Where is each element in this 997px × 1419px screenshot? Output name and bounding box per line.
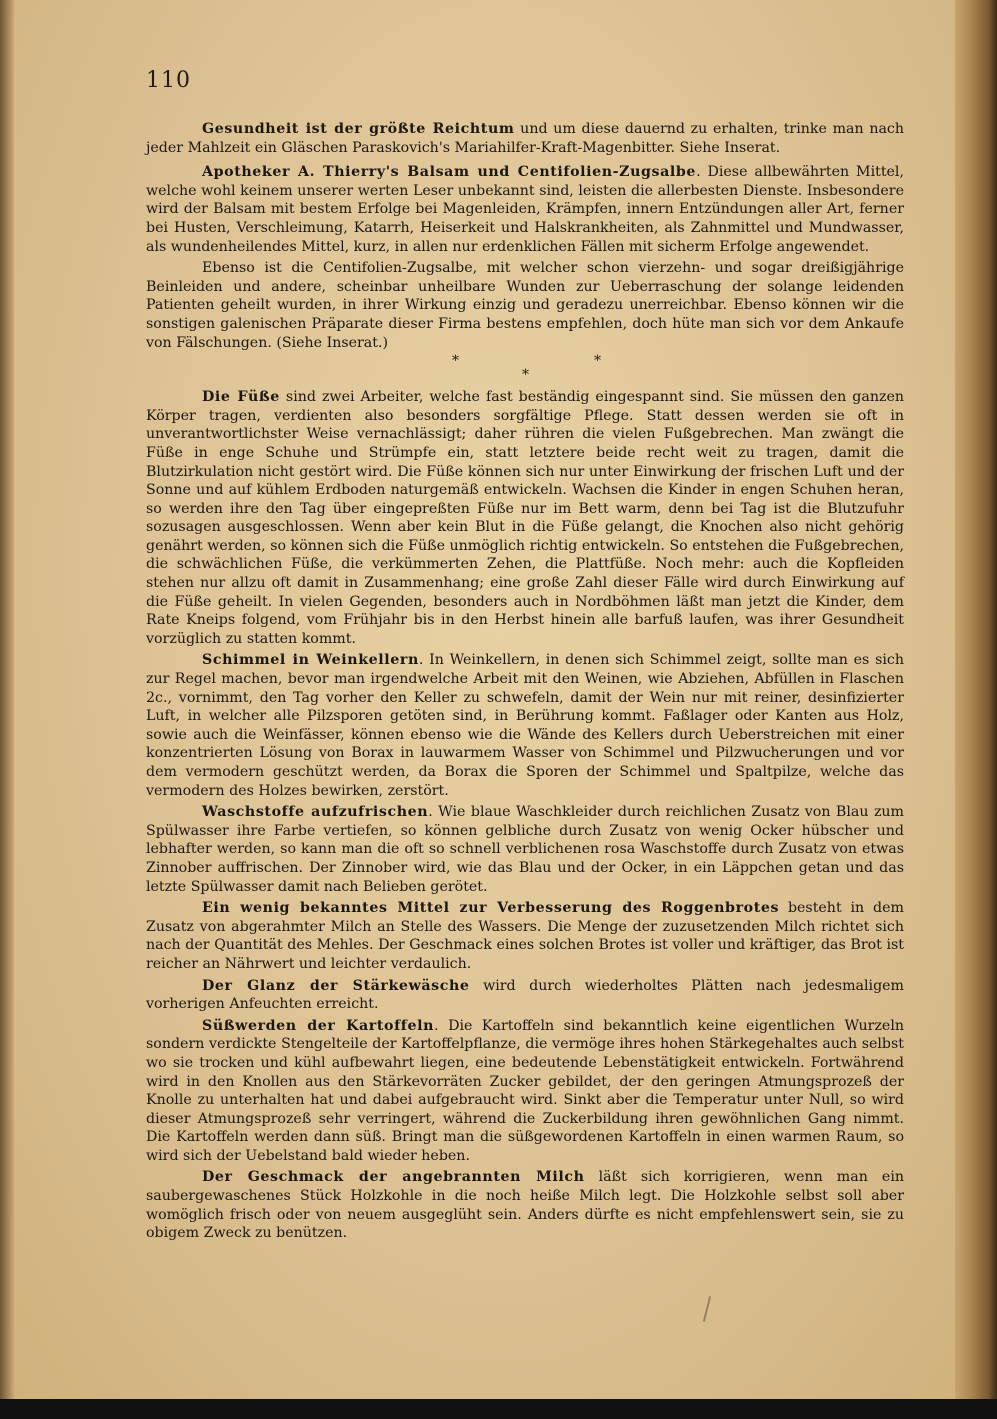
paragraph-centifolien (146, 259, 904, 352)
paragraph-text: wird durch wiederholtes Plätten nach jedesmaligem vorherigen Anfeuchten erreicht. (146, 977, 904, 1013)
paragraph-milch (146, 1168, 904, 1242)
separator-star: * (452, 353, 459, 370)
paragraph-heading: Apotheker A. Thierry's Balsam und Centifolien-Zugsalbe (202, 164, 697, 181)
paragraph-text: läßt sich korrigieren, wenn man ein saubergewaschenes Stück Holzkohle in die noch heiße Milch legt. Die Holzkohle selbst soll aber womöglich frisch oder von neuem ausgeglüht sein. Anders dürfte es nicht empfehlenswert sein, sie zu obigem Zweck zu benützen. (146, 1169, 904, 1242)
paragraph-text: . In Weinkellern, in denen sich Schimmel zeigt, sollte man es sich zur Regel machen, bevor man irgendwelche Arbeit mit den Weinen, wie Abziehen, Abfüllen in Flaschen 2c., vornimmt, den Tag vorher den Keller zu schwefeln, damit der Wein nur mit reiner, desinfizierter Luft, in welcher alle Pilzsporen getöten sind, in Berührung kommt. Faßlager oder Kanten aus Holz, sowie auch die Weinfässer, können ebenso wie die Wände des Kellers durch Ueberstreichen mit einer konzentrierten Lösung von Borax in lauwarmem Wasser von Schimmel und Pilzwucherungen und vor dem vermodern geschützt werden, da Borax die Sporen der Schimmel und Spaltpilze, welche das vermodern des Holzes bewirken, zerstört. (146, 652, 904, 799)
paragraph-heading: Gesundheit ist der größte Reichtum (202, 121, 515, 137)
paragraph-heading: Süßwerden der Kartoffeln (202, 1017, 435, 1034)
page-number: 110 (146, 68, 191, 93)
paragraph-fuesse (146, 388, 904, 648)
section-separator (146, 352, 904, 388)
separator-star: * (594, 353, 601, 370)
scan-bottom-border (0, 1399, 997, 1419)
paragraph-kartoffeln (146, 1017, 904, 1166)
paragraph-text: und um diese dauernd zu erhalten, trinke man nach jeder Mahlzeit ein Gläschen Paraskovich's Mariahilfer-Kraft-Magenbitter. Siehe Inserat. (146, 121, 905, 156)
paragraph-text: Ebenso ist die Centifolien-Zugsalbe, mit welcher schon vierzehn- und sogar dreißigjährige Beinleiden und andere, scheinbar unheilbare Wunden zur Ueberraschung der solange leidenden Patienten geheilt wurden, in ihrer Wirkung einzig und geradezu unerreichbar. Ebenso können wir die sonstigen galenischen Präparate dieser Firma bestens empfehlen, doch hüte man sich vor dem Ankaufe von Fälschungen. (Siehe Inserat.) (146, 260, 904, 351)
paragraph-thierry-balsam (146, 163, 904, 256)
page-binding-edge (0, 0, 14, 1400)
separator-star: * (522, 367, 529, 384)
article-body (146, 120, 904, 1243)
paragraph-heading: Der Glanz der Stärkewäsche (202, 977, 470, 994)
paragraph-roggenbrot (146, 899, 904, 973)
paragraph-heading: Ein wenig bekanntes Mittel zur Verbesserung des Roggenbrotes (202, 900, 780, 917)
page-right-edge (955, 0, 997, 1400)
paragraph-text: . Diese allbewährten Mittel, welche wohl keinem unserer werten Leser unbekannt sind, leisten die allerbesten Dienste. Insbesondere wird der Balsam mit bestem Erfolge bei Magenleiden, Krämpfen, innern Entzündungen aller Art, ferner bei Husten, Verschleimung, Katarrh, Heiserkeit und Halskrankheiten, als Zahnmittel und Mundwasser, als wundenheilendes Mittel, kurz, in allen nur erdenklichen Fällen mit sicherm Erfolge angewendet. (146, 164, 904, 255)
paragraph-staerkewaesche (146, 977, 904, 1014)
paragraph-heading: Die Füße (202, 389, 280, 406)
paragraph-schimmel (146, 651, 904, 800)
paragraph-text: besteht in dem Zusatz von abgerahmter Milch an Stelle des Wassers. Die Menge der zuzusetzenden Milch richtet sich nach der Quantität des Mehles. Der Geschmack eines solchen Brotes ist voller und kräftiger, das Brot ist reicher an Nährwert und leichter verdaulich. (146, 900, 904, 972)
paragraph-text: . Die Kartoffeln sind bekanntlich keine eigentlichen Wurzeln sondern verdickte Stengelteile der Kartoffelpflanze, die vermöge ihres hohen Stärkegehaltes auch selbst wo sie trocken und kühl aufbewahrt liegen, eine bedeutende Lebenstätigkeit entwickeln. Fortwährend wird in den Knollen aus den Stärkevorräten Zucker gebildet, der den geringen Atmungsprozeß der Knolle zu unterhalten hat und dabei aufgebraucht wird. Sinkt aber die Temperatur unter Null, so wird dieser Atmungsprozeß sehr verringert, während die Zuckerbildung ihren gewöhnlichen Gang nimmt. Die Kartoffeln werden dann süß. Bringt man die süßgewordenen Kartoffeln in einen warmen Raum, so wird sich der Uebelstand bald wieder heben. (146, 1017, 905, 1164)
paragraph-gesundheit (146, 120, 904, 157)
paragraph-waschstoffe (146, 803, 904, 896)
paragraph-text: sind zwei Arbeiter, welche fast beständig eingespannt sind. Sie müssen den ganzen Körper tragen, verdienten also besonders sorgfältige Pflege. Statt dessen werden sie oft in unverantwortlichster Weise vernachlässigt; daher rühren die vielen Fußgebrechen. Man zwängt die Füße in enge Schuhe und Strümpfe ein, statt letztere beide recht weit zu tragen, damit die Blutzirkulation nicht gestört wird. Die Füße können sich nur unter Einwirkung der frischen Luft und der Sonne und auf kühlem Erdboden naturgemäß entwickeln. Wachsen die Kinder in engen Schuhen heran, so werden ihre den Tag über eingepreßten Füße nur im Bett warm, denn bei Tag ist die Blutzufuhr sozusagen ausgeschlossen. Wenn aber kein Blut in die Füße gelangt, die Knochen also nicht gehörig genährt werden, so können sich die Füße unmöglich richtig entwickeln. So entstehen die Fußgebrechen, die schwächlichen Füße, die verkümmerten Zehen, die Plattfüße. Noch mehr: auch die Kopfleiden stehen nur allzu oft damit in Zusammenhang; eine große Zahl dieser Fälle wird durch Einwirkung auf die Füße geheilt. In vielen Gegenden, besonders auch in Nordböhmen läßt man jetzt die Kinder, dem Rate Kneips folgend, vom Frühjahr bis in den Herbst hinein alle barfuß laufen, was ihrer Gesundheit vorzüglich zu statten kommt. (146, 389, 904, 647)
paragraph-heading: Schimmel in Weinkellern (202, 652, 419, 669)
paragraph-heading: Waschstoffe aufzufrischen (202, 804, 429, 821)
paragraph-heading: Der Geschmack der angebrannten Milch (202, 1169, 585, 1186)
paragraph-text: . Wie blaue Waschkleider durch reichlichen Zusatz von Blau zum Spülwasser ihre Farbe vertiefen, so können gelbliche durch Zusatz von wenig Ocker hübscher und lebhafter werden, so kann man die oft so schnell verblichenen rosa Waschstoffe durch Zusatz von etwas Zinnober auffrischen. Der Zinnober wird, wie das Blau und der Ocker, in ein Läppchen getan und das letzte Spülwasser damit nach Belieben gerötet. (146, 804, 905, 895)
